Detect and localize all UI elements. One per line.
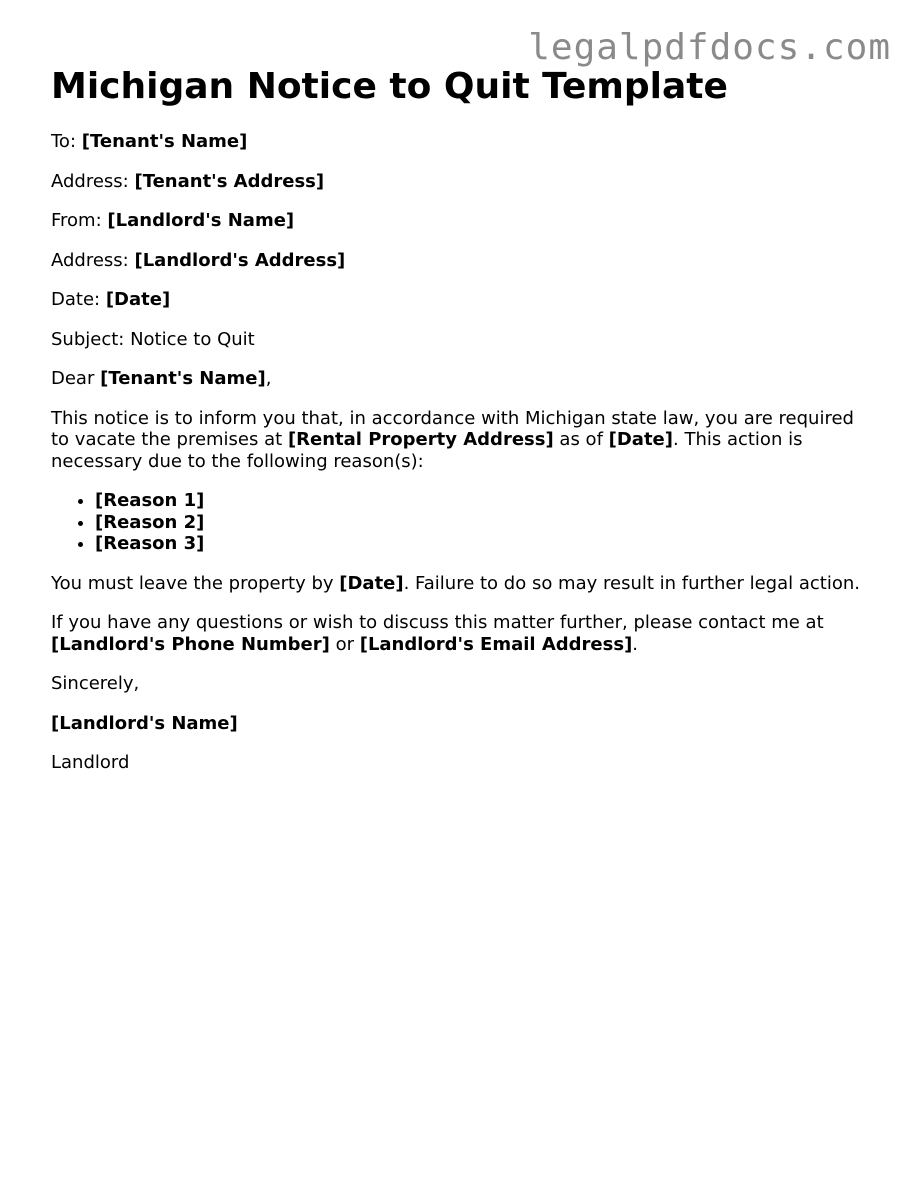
contact-paragraph: [51, 612, 866, 655]
notice-text-2: as of: [559, 429, 603, 451]
contact-text-3: .: [632, 633, 639, 655]
list-item: • [Reason 2]: [95, 512, 866, 534]
to-label: To:: [51, 131, 77, 153]
greeting-line: [51, 368, 866, 390]
tenant-address-label: Address:: [51, 170, 129, 192]
rental-property-placeholder: [Rental Property Address]: [287, 429, 554, 451]
landlord-email-placeholder: [Landlord's Email Address]: [359, 633, 633, 655]
landlord-phone-placeholder: [Landlord's Phone Number]: [51, 633, 330, 655]
deadline-paragraph: [51, 573, 866, 595]
subject-line: Subject: Notice to Quit: [51, 328, 255, 350]
signature-name: [51, 713, 866, 735]
greeting-tenant-name: [Tenant's Name]: [100, 368, 266, 390]
tenant-address-line: [51, 171, 866, 193]
watermark-logo: legalpdfdocs.com: [528, 27, 891, 68]
tenant-address-placeholder: [Tenant's Address]: [134, 170, 325, 192]
contact-text-1: If you have any questions or wish to discuss this matter further, please contact me at: [51, 612, 824, 634]
landlord-name-placeholder: [Landlord's Name]: [107, 210, 295, 232]
closing-line: Sincerely,: [51, 673, 140, 695]
list-item: • [Reason 1]: [95, 490, 866, 512]
list-item: • [Reason 3]: [95, 533, 866, 555]
from-label: From:: [51, 210, 102, 232]
reasons-list: [51, 490, 866, 555]
notice-paragraph: [51, 408, 866, 473]
date-placeholder: [Date]: [105, 289, 171, 311]
contact-text-2: or: [335, 633, 354, 655]
signature-name-placeholder: [Landlord's Name]: [51, 712, 238, 734]
deadline-date-placeholder: [Date]: [339, 572, 404, 594]
from-line: [51, 210, 866, 232]
document-page: [51, 66, 866, 792]
notice-text-1: This notice is to inform you that, in accordance with Michigan state law, you are required to vacate the premises at: [51, 407, 854, 451]
vacate-date-placeholder: [Date]: [608, 429, 673, 451]
signature-title: Landlord: [51, 752, 130, 774]
greeting-suffix: ,: [265, 368, 272, 390]
to-line: [51, 131, 866, 153]
landlord-address-placeholder: [Landlord's Address]: [134, 249, 346, 271]
greeting-prefix: Dear: [51, 368, 95, 390]
date-line: [51, 289, 866, 311]
notice-text-3: . This action is necessary due to the following reason(s):: [51, 429, 803, 472]
tenant-name-placeholder: [Tenant's Name]: [81, 131, 248, 153]
landlord-address-line: [51, 250, 866, 272]
landlord-address-label: Address:: [51, 249, 129, 271]
date-label: Date:: [51, 289, 101, 311]
deadline-text-2: . Failure to do so may result in further legal action.: [403, 572, 860, 594]
document-title: Michigan Notice to Quit Template: [51, 66, 728, 107]
deadline-text-1: You must leave the property by: [51, 572, 334, 594]
